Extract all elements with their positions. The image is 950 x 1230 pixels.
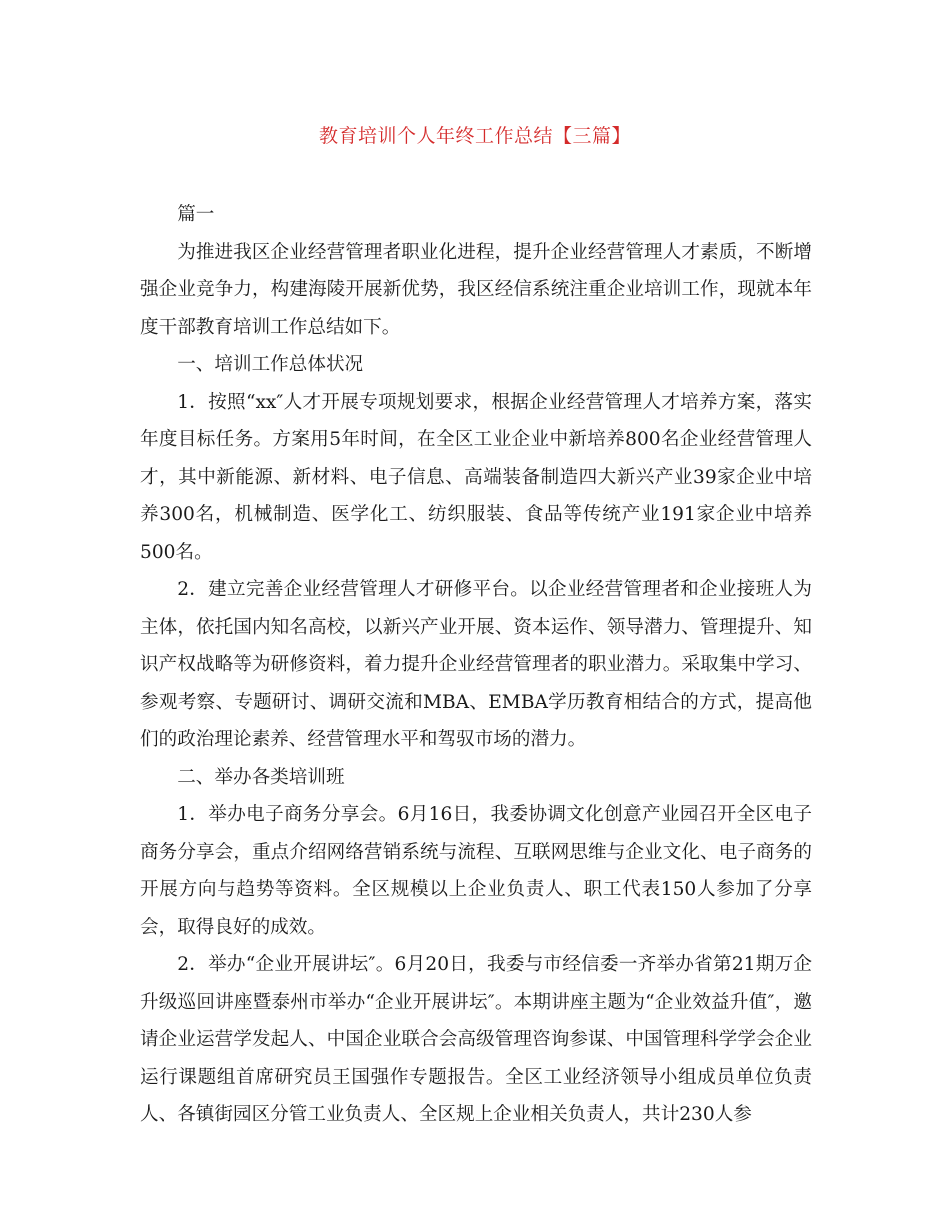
paragraph: 1．举办电子商务分享会。6月16日，我委协调文化创意产业园召开全区电子商务分享会，重点介绍网络营销系统与流程、互联网思维与企业文化、电子商务的开展方向与趋势等资料。全区规模以上企业负责人、职工代表150人参加了分享会，取得良好的成效。 [140, 804, 812, 938]
paragraph: 1．按照“xx″人才开展专项规划要求，根据企业经营管理人才培养方案，落实年度目标任务。方案用5年时间，在全区工业企业中新培养800名企业经营管理人才，其中新能源、新材料、电子信息、高端装备制造四大新兴产业39家企业中培养300名，机械制造、医学化工、纺织服装、食品等传统产业191家企业中培养500名。 [140, 391, 812, 563]
document-title: 教育培训个人年终工作总结【三篇】 [318, 125, 631, 147]
section-heading: 篇一 [177, 204, 215, 225]
document-body [140, 196, 812, 1134]
paragraph: 2．举办“企业开展讲坛″。6月20日，我委与市经信委一齐举办省第21期万企升级巡回讲座暨泰州市举办“企业开展讲坛″。本期讲座主题为“企业效益升值″，邀请企业运营学发起人、中国企业联合会高级管理咨询参谋、中国管理科学学会企业运行课题组首席研究员王国强作专题报告。全区工业经济领导小组成员单位负责人、各镇街园区分管工业负责人、全区规上企业相关负责人，共计230人参 [140, 954, 812, 1125]
paragraph: 2．建立完善企业经营管理人才研修平台。以企业经营管理者和企业接班人为主体，依托国内知名高校，以新兴产业开展、资本运作、领导潜力、管理提升、知识产权战略等为研修资料，着力提升企业经营管理者的职业潜力。采取集中学习、参观考察、专题研讨、调研交流和MBA、EMBA学历教育相结合的方式，提高他们的政治理论素养、经营管理水平和驾驭市场的潜力。 [140, 579, 812, 750]
section-heading: 二、举办各类培训班 [177, 766, 345, 788]
section-heading: 一、培训工作总体状况 [177, 354, 364, 375]
paragraph: 为推进我区企业经营管理者职业化进程，提升企业经营管理人才素质，不断增强企业竞争力，构建海陵开展新优势，我区经信系统注重企业培训工作，现就本年度干部教育培训工作总结如下。 [140, 241, 812, 338]
